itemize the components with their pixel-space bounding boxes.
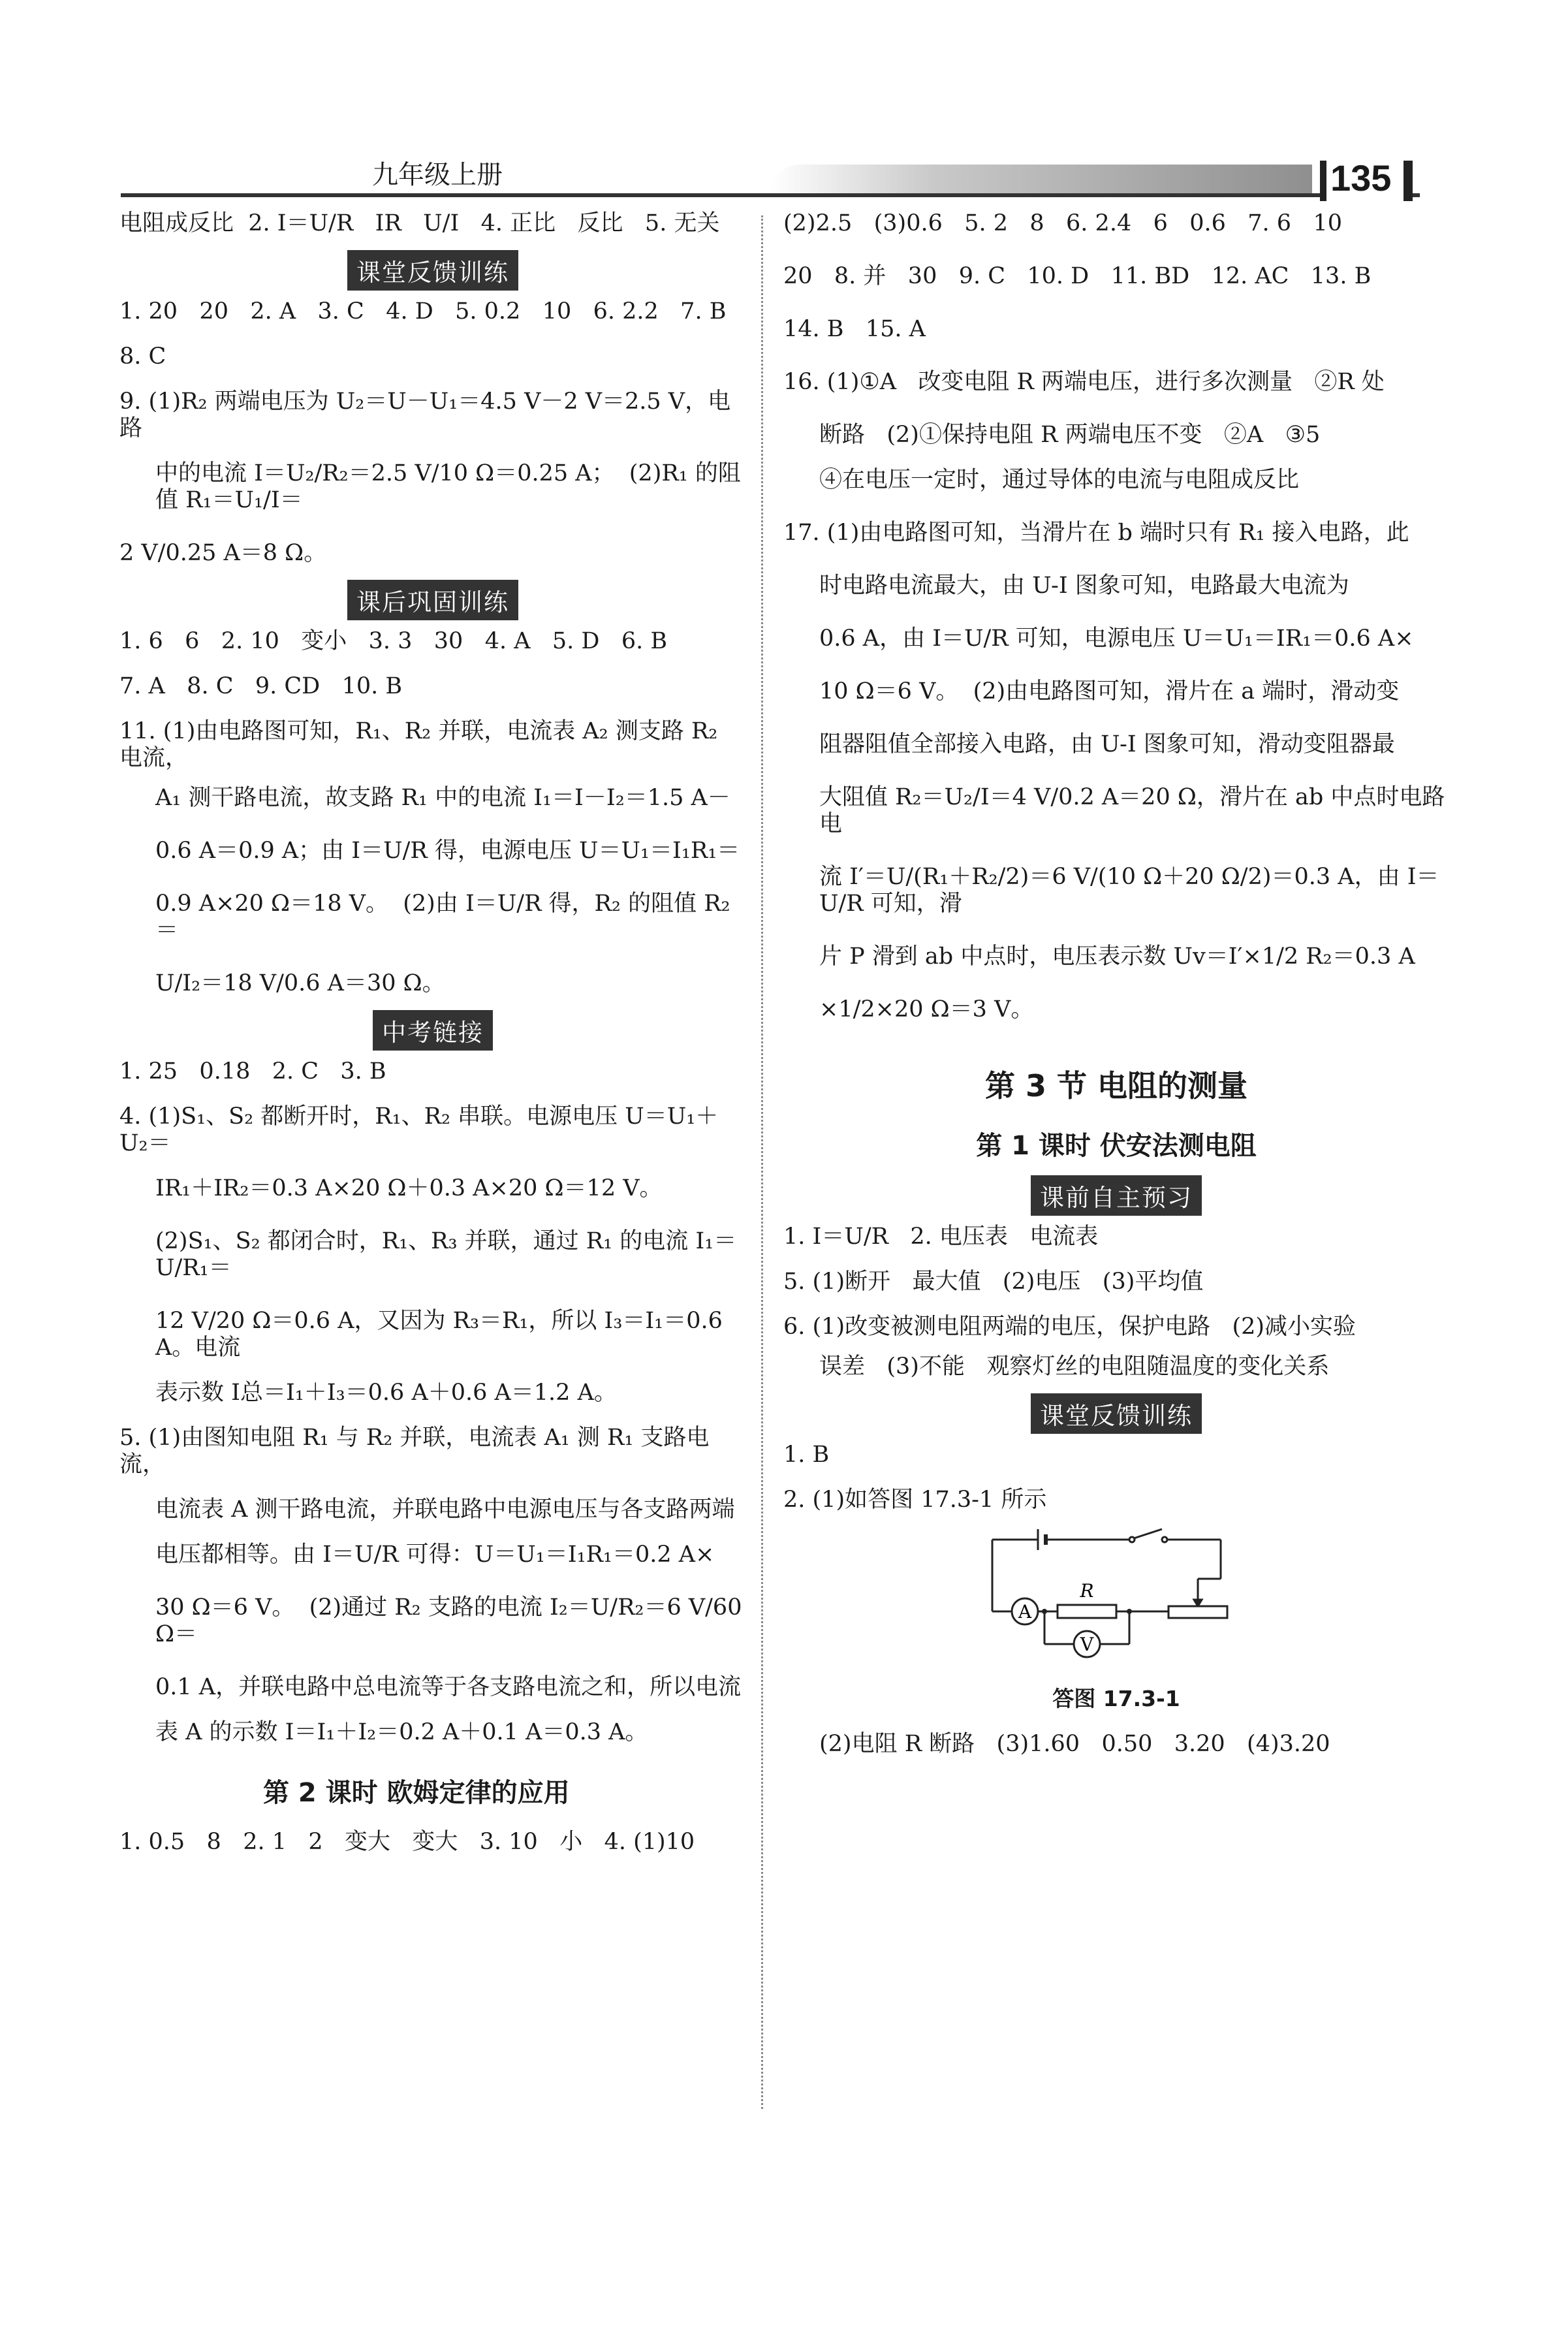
switch-contact [1162, 1537, 1167, 1542]
answer-line: (2)电阻 R 断路 (3)1.60 0.50 3.20 (4)3.20 [819, 1731, 1330, 1757]
header-rule [121, 193, 1420, 197]
header-gradient-band [770, 165, 1312, 195]
answer-line: 30 Ω＝6 V。 (2)通过 R₂ 支路的电流 I₂＝U/R₂＝6 V/60 Ω＝ [155, 1594, 749, 1647]
answer-line: 7. A 8. C 9. CD 10. B [119, 673, 403, 699]
answer-line: (2)S₁、S₂ 都闭合时，R₁、R₃ 并联，通过 R₁ 的电流 I₁＝U/R₁＝ [155, 1228, 737, 1281]
answer-line: 14. B 15. A [783, 316, 926, 342]
answer-line: 表 A 的示数 I＝I₁＋I₂＝0.2 A＋0.1 A＝0.3 A。 [155, 1719, 648, 1745]
ammeter-label: A [1018, 1601, 1032, 1623]
answer-line: 时电路电流最大，由 U-I 图象可知，电路最大电流为 [819, 573, 1349, 599]
answer-line: 2. (1)如答图 17.3-1 所示 [783, 1487, 1047, 1513]
section-banner: 课前自主预习 [1031, 1175, 1202, 1216]
answer-line: 误差 (3)不能 观察灯丝的电阻随温度的变化关系 [819, 1354, 1330, 1380]
answer-line: 20 8. 并 30 9. C 10. D 11. BD 12. AC 13. B [783, 263, 1372, 289]
junction-dot [1127, 1609, 1132, 1614]
answer-line: 8. C [119, 343, 166, 370]
section-banner: 课后巩固训练 [347, 580, 518, 620]
answer-line: 1. I＝U/R 2. 电压表 电流表 [783, 1224, 1099, 1250]
answer-line: 11. (1)由电路图可知，R₁、R₂ 并联，电流表 A₂ 测支路 R₂ 电流， [119, 718, 725, 771]
page-number-bar-left [1320, 161, 1326, 201]
left-column [119, 210, 749, 1856]
page-number-bar-right [1403, 161, 1413, 201]
answer-line: 16. (1)①A 改变电阻 R 两端电压，进行多次测量 ②R 处 [783, 369, 1385, 395]
answer-line: 1. B [783, 1442, 830, 1468]
lesson-title: 第 2 课时 欧姆定律的应用 [263, 1778, 570, 1808]
answer-line: 2 V/0.25 A＝8 Ω。 [119, 540, 327, 566]
answer-line: 0.1 A，并联电路中总电流等于各支路电流之和，所以电流 [155, 1674, 742, 1700]
answer-line: 0.9 A×20 Ω＝18 V。 (2)由 I＝U/R 得，R₂ 的阻值 R₂＝ [155, 891, 730, 943]
answer-line: 1. 0.5 8 2. 1 2 变大 变大 3. 10 小 4. (1)10 [119, 1829, 695, 1855]
book-title: 九年级上册 [372, 160, 503, 190]
answer-line: 中的电流 I＝U₂/R₂＝2.5 V/10 Ω＝0.25 A； (2)R₁ 的阻值 R₁＝U₁/I＝ [155, 460, 741, 513]
answer-line: 9. (1)R₂ 两端电压为 U₂＝U－U₁＝4.5 V－2 V＝2.5 V，电路 [119, 388, 731, 441]
voltmeter-label: V [1080, 1634, 1094, 1655]
answer-line: ×1/2×20 Ω＝3 V。 [819, 996, 1034, 1022]
answer-line: 4. (1)S₁、S₂ 都断开时，R₁、R₂ 串联。电源电压 U＝U₁＋U₂＝ [119, 1103, 719, 1156]
answer-line: A₁ 测干路电流，故支路 R₁ 中的电流 I₁＝I－I₂＝1.5 A－ [155, 785, 730, 811]
section-banner: 课堂反馈训练 [1031, 1393, 1202, 1434]
column-separator [761, 215, 763, 2109]
answer-line: 阻器阻值全部接入电路，由 U-I 图象可知，滑动变阻器最 [819, 731, 1395, 757]
answer-line: 电阻成反比 2. I＝U/R IR U/I 4. 正比 反比 5. 无关 [119, 210, 720, 236]
answer-line: 1. 25 0.18 2. C 3. B [119, 1058, 386, 1085]
section-banner: 中考链接 [373, 1010, 493, 1051]
rheostat [1168, 1606, 1227, 1618]
circuit-diagram [966, 1520, 1266, 1677]
answer-line: U/I₂＝18 V/0.6 A＝30 Ω。 [155, 970, 445, 996]
resistor-label: R [1080, 1580, 1094, 1602]
section-banner: 课堂反馈训练 [347, 250, 518, 291]
answer-line: ④在电压一定时，通过导体的电流与电阻成反比 [819, 467, 1300, 493]
resistor-r [1058, 1605, 1116, 1618]
junction-dot [1042, 1609, 1047, 1614]
answer-line: 电压都相等。由 I＝U/R 可得：U＝U₁＝I₁R₁＝0.2 A× [155, 1542, 715, 1568]
answer-line: 电流表 A 测干路电流，并联电路中电源电压与各支路两端 [155, 1497, 735, 1523]
answer-line: 0.6 A，由 I＝U/R 可知，电源电压 U＝U₁＝IR₁＝0.6 A× [819, 626, 1414, 652]
lesson-title: 第 1 课时 伏安法测电阻 [976, 1131, 1257, 1161]
right-column [783, 210, 1449, 1758]
answer-line: 6. (1)改变被测电阻两端的电压，保护电路 (2)减小实验 [783, 1314, 1356, 1340]
answer-line: 大阻值 R₂＝U₂/I＝4 V/0.2 A＝20 Ω，滑片在 ab 中点时电路电 [819, 784, 1445, 837]
page-number: 135 [1330, 157, 1392, 198]
answer-line: (2)2.5 (3)0.6 5. 2 8 6. 2.4 6 0.6 7. 6 10 [783, 210, 1342, 236]
answer-line: 10 Ω＝6 V。 (2)由电路图可知，滑片在 a 端时，滑动变 [819, 678, 1400, 705]
answer-line: 5. (1)断开 最大值 (2)电压 (3)平均值 [783, 1269, 1204, 1295]
switch-blade [1134, 1529, 1162, 1538]
section-title: 第 3 节 电阻的测量 [984, 1068, 1248, 1103]
answer-line: 片 P 滑到 ab 中点时，电压表示数 Uv＝I′×1/2 R₂＝0.3 A [819, 943, 1415, 970]
answer-line: 0.6 A＝0.9 A；由 I＝U/R 得，电源电压 U＝U₁＝I₁R₁＝ [155, 838, 740, 864]
answer-line: 5. (1)由图知电阻 R₁ 与 R₂ 并联，电流表 A₁ 测 R₁ 支路电流， [119, 1425, 710, 1478]
figure-caption: 答图 17.3-1 [1052, 1686, 1180, 1711]
answer-line: 17. (1)由电路图可知，当滑片在 b 端时只有 R₁ 接入电路，此 [783, 520, 1409, 546]
answer-line: 1. 20 20 2. A 3. C 4. D 5. 0.2 10 6. 2.2 7. B [119, 298, 727, 325]
answer-line: 1. 6 6 2. 10 变小 3. 3 30 4. A 5. D 6. B [119, 628, 668, 654]
answer-line: 流 I′＝U/(R₁＋R₂/2)＝6 V/(10 Ω＋20 Ω/2)＝0.3 A，由 I＝U/R 可知，滑 [819, 864, 1439, 917]
answer-line: IR₁＋IR₂＝0.3 A×20 Ω＋0.3 A×20 Ω＝12 V。 [155, 1175, 663, 1201]
answer-line: 断路 (2)①保持电阻 R 两端电压不变 ②A ③5 [819, 422, 1321, 448]
answer-line: 12 V/20 Ω＝0.6 A，又因为 R₃＝R₁，所以 I₃＝I₁＝0.6 A。电流 [155, 1308, 730, 1361]
answer-line: 表示数 I总＝I₁＋I₃＝0.6 A＋0.6 A＝1.2 A。 [155, 1380, 617, 1406]
